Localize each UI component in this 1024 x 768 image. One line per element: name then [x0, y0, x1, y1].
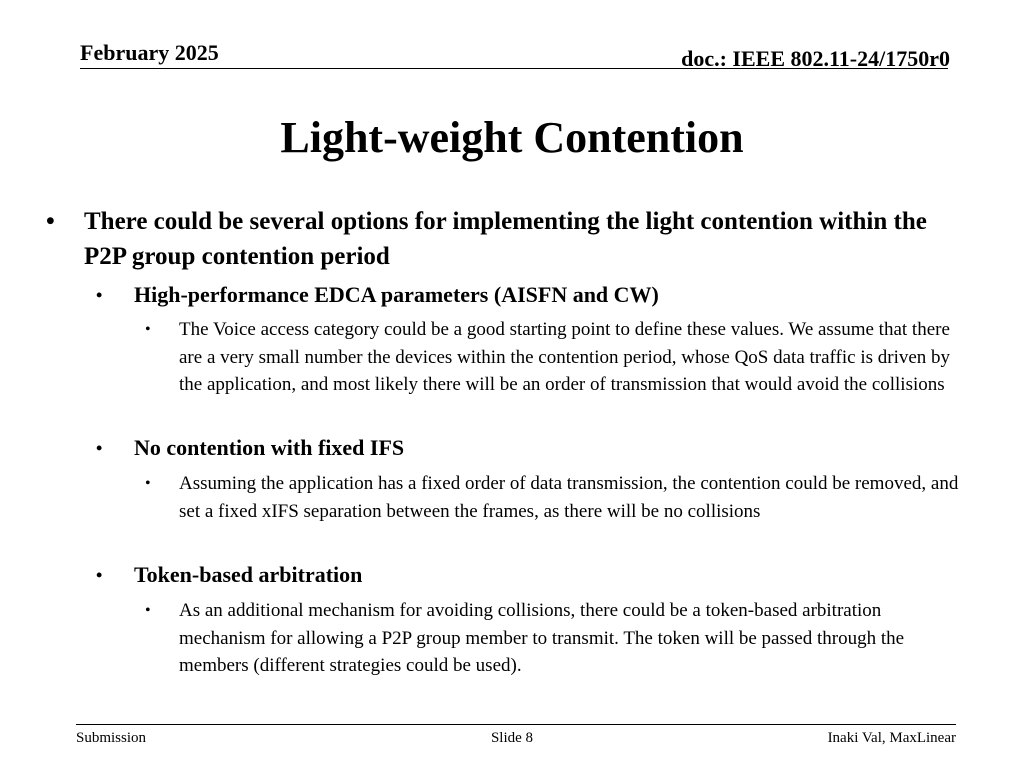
- bullet-level2-text: No contention with fixed IFS: [134, 435, 405, 460]
- bullet-level1-text: There could be several options for implementing the light contention within the P2P group contention period: [84, 208, 927, 270]
- bullet-dot-icon: •: [46, 208, 55, 235]
- footer-submission: Submission: [76, 730, 147, 746]
- header-date: February 2025: [80, 40, 219, 65]
- bullet-level1: [46, 204, 964, 274]
- bullet-dot-icon: •: [96, 285, 103, 305]
- bullet-level3: [145, 597, 969, 680]
- bullet-level3: [145, 316, 969, 399]
- footer-divider: [76, 724, 956, 725]
- bullet-dot-icon: •: [145, 321, 151, 338]
- slide-title: Light-weight Contention: [280, 113, 744, 162]
- footer-slide-number: Slide 8: [490, 730, 534, 746]
- header-doc-id: doc.: IEEE 802.11-24/1750r0: [681, 46, 950, 71]
- bullet-level2: [96, 280, 964, 310]
- bullet-dot-icon: •: [145, 475, 151, 492]
- bullet-level3-text: The Voice access category could be a good starting point to define these values. We assume that there are a very small number the devices within the contention period, whose QoS data traffic is driven by the application, and most likely there will be an order of transmission that would avoid the collisions: [179, 319, 951, 395]
- bullet-level3: [145, 470, 969, 525]
- bullet-dot-icon: •: [96, 438, 103, 458]
- footer-author: Inaki Val, MaxLinear: [827, 730, 956, 746]
- bullet-level2-text: Token-based arbitration: [134, 562, 363, 587]
- bullet-level3-text: Assuming the application has a fixed order of data transmission, the contention could be removed, and set a fixed xIFS separation between the frames, as there will be no collisions: [179, 473, 959, 522]
- bullet-level3-text: As an additional mechanism for avoiding collisions, there could be a token-based arbitration mechanism for allowing a P2P group member to transmit. The token will be passed through the members (different strategies could be used).: [179, 600, 905, 676]
- bullet-dot-icon: •: [145, 602, 151, 619]
- bullet-dot-icon: •: [96, 565, 103, 585]
- bullet-level2: [96, 560, 964, 590]
- bullet-level2-text: High-performance EDCA parameters (AISFN and CW): [134, 282, 659, 307]
- bullet-level2: [96, 433, 964, 463]
